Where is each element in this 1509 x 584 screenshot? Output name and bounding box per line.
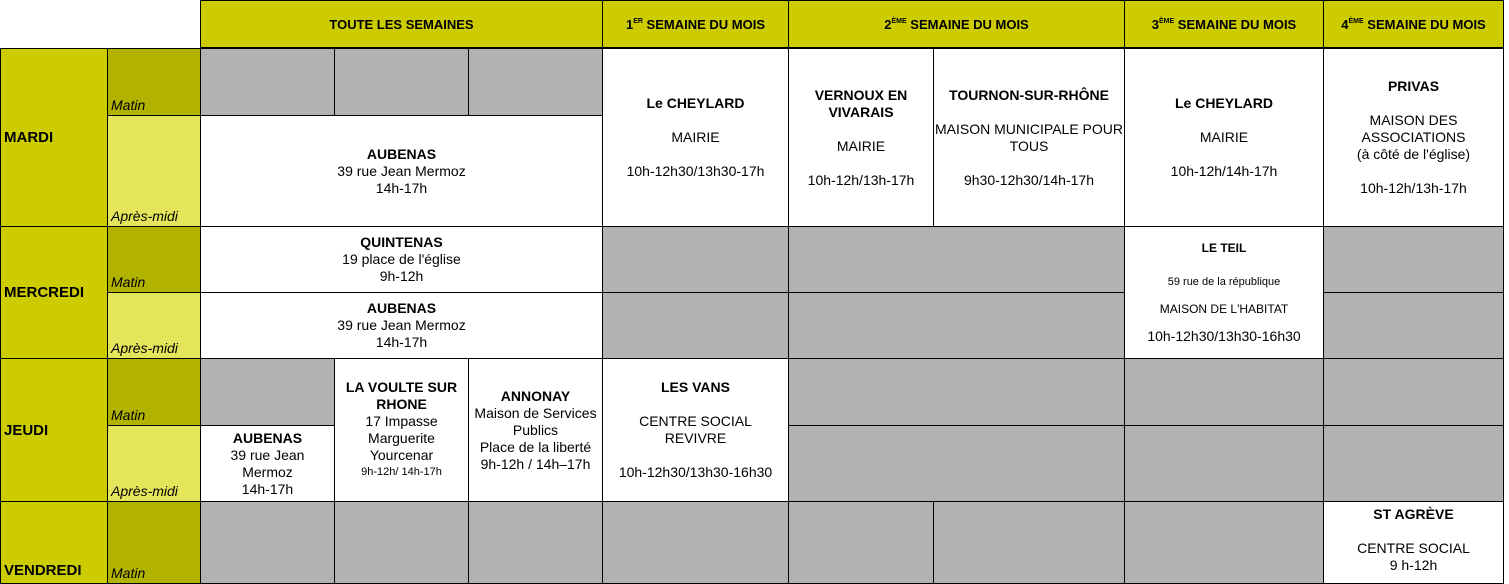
empty-cell xyxy=(603,293,789,359)
jeudi-annonay-cell xyxy=(469,359,603,502)
empty-cell xyxy=(789,227,1125,293)
day-label: MARDI xyxy=(4,129,54,146)
day-label: JEUDI xyxy=(4,421,49,439)
day-mardi xyxy=(0,48,108,227)
location-name: RHONE xyxy=(376,396,427,412)
location-name: ST AGRÈVE xyxy=(1373,506,1454,522)
period-mercredi-apres-midi xyxy=(108,293,201,359)
day-label: VENDREDI xyxy=(4,562,82,579)
empty-cell xyxy=(335,48,469,116)
location-address: 39 rue Jean Mermoz xyxy=(337,317,466,333)
location-address: 17 Impasse xyxy=(365,413,438,429)
location-address: Marguerite xyxy=(368,430,435,446)
location-hours: 9h-12h xyxy=(379,268,424,284)
jeudi-week1-cell xyxy=(603,359,789,502)
location-hours: 14h-17h xyxy=(375,334,428,350)
empty-cell xyxy=(1125,426,1324,502)
location-place: CENTRE SOCIAL xyxy=(1357,540,1470,556)
location-name: ANNONAY xyxy=(500,387,571,404)
location-hours: 14h-17h xyxy=(241,480,294,497)
location-place: MAISON DE L'HABITAT xyxy=(1159,302,1289,316)
empty-cell xyxy=(1324,426,1504,502)
empty-cell xyxy=(1324,359,1504,426)
location-address: Mermoz xyxy=(242,463,293,480)
header-week-3 xyxy=(1125,0,1324,48)
empty-cell xyxy=(201,359,335,426)
empty-cell xyxy=(469,48,603,116)
period-mardi-apres-midi xyxy=(108,116,201,227)
empty-cell xyxy=(1125,502,1324,584)
empty-cell xyxy=(201,48,335,116)
header-week-4-label: 4ÈME SEMAINE DU MOIS xyxy=(1341,16,1486,32)
empty-cell xyxy=(789,359,1125,426)
vendredi-week4-cell xyxy=(1324,502,1504,584)
location-name: LES VANS xyxy=(661,379,730,395)
location-name: PRIVAS xyxy=(1387,78,1440,94)
mercredi-week3-cell xyxy=(1125,227,1324,359)
empty-cell xyxy=(201,502,335,584)
period-label: Matin xyxy=(111,274,146,290)
location-hours: 10h-12h/13h-17h xyxy=(1360,180,1467,196)
mercredi-aubenas-cell xyxy=(201,293,603,359)
location-address: 39 rue Jean xyxy=(230,446,305,463)
location-name: AUBENAS xyxy=(232,429,303,446)
empty-cell xyxy=(1324,293,1504,359)
header-week-1-label: 1ER SEMAINE DU MOIS xyxy=(625,16,766,32)
period-mercredi-matin xyxy=(108,227,201,293)
empty-cell xyxy=(789,293,1125,359)
location-hours: 10h-12h30/13h30-16h30 xyxy=(618,464,773,480)
mercredi-quintenas-cell xyxy=(201,227,603,293)
location-hours: 9h-12h / 14h–17h xyxy=(480,455,591,472)
header-all-weeks-label: TOUTE LES SEMAINES xyxy=(329,16,474,32)
location-name: LE TEIL xyxy=(1201,241,1247,255)
day-label: MERCREDI xyxy=(4,284,85,301)
period-label: Matin xyxy=(111,565,146,581)
location-name: QUINTENAS xyxy=(360,234,443,250)
location-place: MAIRIE xyxy=(671,129,720,145)
header-week-3-label: 3ÈME SEMAINE DU MOIS xyxy=(1151,16,1297,32)
empty-cell xyxy=(934,502,1125,584)
period-vendredi-matin xyxy=(108,502,201,584)
location-hours: 14h-17h xyxy=(375,179,428,196)
location-hours: 10h-12h30/13h30-16h30 xyxy=(1147,328,1301,344)
empty-cell xyxy=(789,426,1125,502)
location-name: LA VOULTE SUR xyxy=(345,379,458,395)
location-place: MAISON MUNICIPALE POUR TOUS xyxy=(935,120,1123,154)
location-name: AUBENAS xyxy=(366,300,437,316)
jeudi-aubenas-cell xyxy=(201,426,335,502)
empty-cell xyxy=(1125,359,1324,426)
header-week-1 xyxy=(603,0,789,48)
location-place: CENTRE SOCIAL xyxy=(639,413,752,429)
day-jeudi xyxy=(0,359,108,502)
location-address: Place de la liberté xyxy=(479,438,592,455)
period-label: Après-midi xyxy=(111,483,178,499)
empty-cell xyxy=(469,502,603,584)
location-address: 19 place de l'église xyxy=(342,251,461,267)
location-address: 59 rue de la république xyxy=(1167,276,1281,288)
location-hours: 9 h-12h xyxy=(1389,557,1438,573)
location-hours: 9h-12h/ 14h-17h xyxy=(361,466,442,478)
location-name: Le CHEYLARD xyxy=(646,95,745,111)
mardi-week2-vernoux-cell xyxy=(789,48,934,227)
empty-cell xyxy=(603,502,789,584)
empty-cell xyxy=(603,227,789,293)
location-place: MAIRIE xyxy=(1199,129,1249,145)
header-all-weeks xyxy=(200,0,603,48)
mardi-week2-tournon-cell xyxy=(934,48,1125,227)
header-week-4 xyxy=(1324,0,1504,48)
period-label: Après-midi xyxy=(111,340,178,356)
location-place: MAISON DES ASSOCIATIONS xyxy=(1361,112,1466,145)
period-label: Matin xyxy=(111,407,146,423)
mardi-week1-cell xyxy=(603,48,789,227)
location-place: Publics xyxy=(512,421,559,438)
period-jeudi-apres-midi xyxy=(108,426,201,502)
location-note: (à côté de l'église) xyxy=(1356,146,1471,162)
location-name: Le CHEYLARD xyxy=(1174,95,1273,111)
empty-cell xyxy=(1324,227,1504,293)
location-place: MAIRIE xyxy=(836,137,886,154)
location-address: 39 rue Jean Mermoz xyxy=(337,162,466,179)
location-name: VERNOUX EN VIVARAIS xyxy=(814,86,908,120)
header-week-2-label: 2ÈME SEMAINE DU MOIS xyxy=(884,16,1029,32)
location-hours: 10h-12h/14h-17h xyxy=(1170,163,1278,179)
location-name: AUBENAS xyxy=(366,145,437,162)
empty-cell xyxy=(335,502,469,584)
mardi-week4-cell xyxy=(1324,48,1504,227)
empty-cell xyxy=(789,502,934,584)
period-label: Après-midi xyxy=(111,208,178,224)
location-hours: 9h30-12h30/14h-17h xyxy=(963,171,1094,188)
location-hours: 10h-12h30/13h30-17h xyxy=(626,163,765,179)
period-label: Matin xyxy=(111,97,146,113)
mardi-week3-cell xyxy=(1125,48,1324,227)
period-mardi-matin xyxy=(108,48,201,116)
location-place: REVIVRE xyxy=(664,430,727,446)
header-week-2 xyxy=(789,0,1125,48)
day-mercredi xyxy=(0,227,108,359)
location-address: Yourcenar xyxy=(369,447,434,463)
location-name: TOURNON-SUR-RHÔNE xyxy=(949,86,1109,103)
jeudi-la-voulte-cell xyxy=(335,359,469,502)
mardi-aubenas-cell xyxy=(201,116,603,227)
location-hours: 10h-12h/13h-17h xyxy=(807,171,915,188)
period-jeudi-matin xyxy=(108,359,201,426)
location-place: Maison de Services xyxy=(474,404,597,421)
day-vendredi xyxy=(0,502,108,584)
